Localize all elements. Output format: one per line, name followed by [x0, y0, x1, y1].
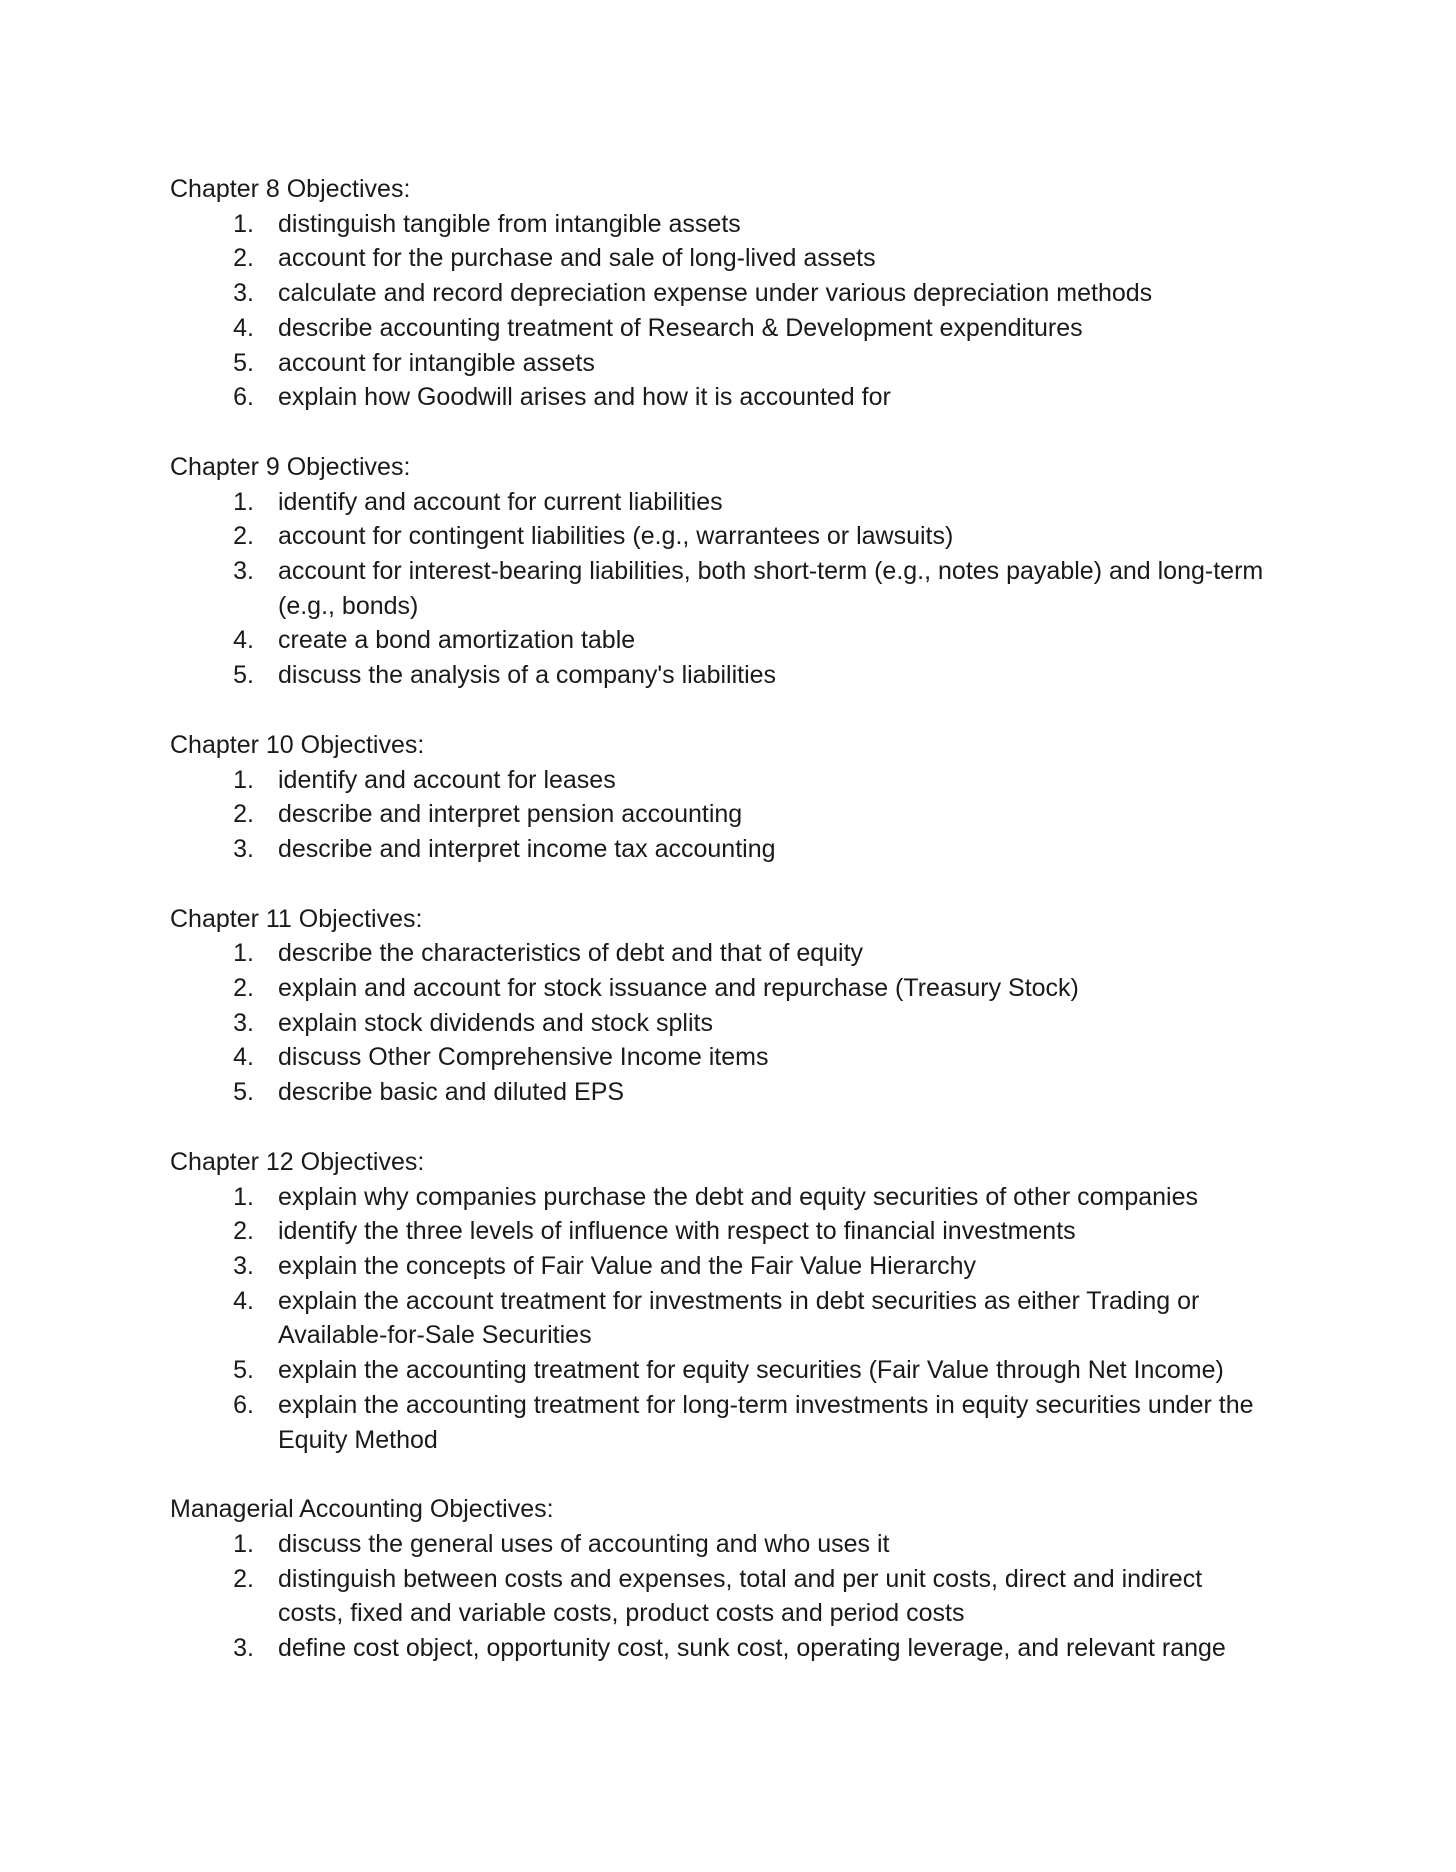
objective-number: 2.: [233, 974, 254, 1003]
objective-text: calculate and record depreciation expense under various depreciation methods: [278, 279, 1153, 308]
objective-item: [170, 380, 1270, 415]
objective-item: [170, 1180, 1270, 1215]
managerial-accounting-section: [170, 1492, 1270, 1666]
objective-number: 4.: [233, 1286, 254, 1315]
objective-list: [170, 936, 1270, 1110]
objective-item: [170, 207, 1270, 242]
objective-text: explain stock dividends and stock splits: [278, 1008, 713, 1037]
objective-item: [170, 1006, 1270, 1041]
chapter-9-section: [170, 450, 1270, 693]
objective-number: 1.: [233, 1182, 254, 1211]
objective-text: account for contingent liabilities (e.g., warrantees or lawsuits): [278, 522, 954, 551]
objective-number: 5.: [233, 1356, 254, 1385]
document-page: [170, 172, 1270, 1701]
objective-item: [170, 1284, 1270, 1353]
objective-text: explain the accounting treatment for equity securities (Fair Value through Net Income): [278, 1356, 1224, 1385]
objective-item: [170, 554, 1270, 623]
objective-list: [170, 1180, 1270, 1458]
objective-item: [170, 346, 1270, 381]
objective-list: [170, 763, 1270, 867]
objective-number: 1.: [233, 487, 254, 516]
objective-text: identify the three levels of influence with respect to financial investments: [278, 1217, 1076, 1246]
objective-number: 3.: [233, 279, 254, 308]
objective-text: explain the concepts of Fair Value and the Fair Value Hierarchy: [278, 1251, 977, 1280]
objective-list: [170, 485, 1270, 693]
objective-text: distinguish tangible from intangible assets: [278, 209, 741, 238]
objective-text: explain the account treatment for investments in debt securities as either Trading or Available-for-Sale Securities: [278, 1286, 1200, 1350]
objective-number: 3.: [233, 834, 254, 863]
objective-text: identify and account for current liabilities: [278, 487, 723, 516]
objective-text: account for interest-bearing liabilities, both short-term (e.g., notes payable) and long-term (e.g., bonds): [278, 557, 1264, 620]
objective-number: 3.: [233, 1634, 254, 1663]
objective-item: [170, 1562, 1270, 1631]
objective-number: 3.: [233, 1008, 254, 1037]
objective-number: 2.: [233, 1217, 254, 1246]
objective-item: [170, 971, 1270, 1006]
objective-item: [170, 797, 1270, 832]
objective-text: account for intangible assets: [278, 348, 595, 377]
objective-number: 2.: [233, 522, 254, 551]
objective-list: [170, 1527, 1270, 1666]
objective-text: distinguish between costs and expenses, total and per unit costs, direct and indirect costs, fixed and variable costs, product costs and period costs: [278, 1564, 1203, 1628]
objective-text: describe the characteristics of debt and that of equity: [278, 939, 864, 968]
objective-item: [170, 1040, 1270, 1075]
objective-item: [170, 1631, 1270, 1666]
objective-text: discuss the general uses of accounting and who uses it: [278, 1529, 890, 1558]
objective-number: 2.: [233, 244, 254, 273]
objective-item: [170, 519, 1270, 554]
objective-number: 6.: [233, 1390, 254, 1419]
objective-text: define cost object, opportunity cost, sunk cost, operating leverage, and relevant range: [278, 1634, 1226, 1663]
objective-text: identify and account for leases: [278, 765, 616, 794]
objective-item: [170, 1353, 1270, 1388]
objective-text: describe basic and diluted EPS: [278, 1078, 625, 1107]
chapter-11-section: [170, 902, 1270, 1110]
objective-item: [170, 1388, 1270, 1457]
objective-number: 3.: [233, 1251, 254, 1280]
objective-text: discuss the analysis of a company's liabilities: [278, 661, 777, 690]
section-title: Chapter 10 Objectives:: [170, 730, 425, 759]
objective-text: explain why companies purchase the debt and equity securities of other companies: [278, 1182, 1198, 1211]
section-title: Managerial Accounting Objectives:: [170, 1495, 554, 1524]
objective-item: [170, 658, 1270, 693]
objective-number: 2.: [233, 800, 254, 829]
objective-text: account for the purchase and sale of long-lived assets: [278, 244, 876, 273]
chapter-8-section: [170, 172, 1270, 415]
objective-item: [170, 1527, 1270, 1562]
objective-item: [170, 241, 1270, 276]
objective-item: [170, 311, 1270, 346]
objective-item: [170, 623, 1270, 658]
objective-number: 5.: [233, 348, 254, 377]
objective-number: 1.: [233, 765, 254, 794]
objective-number: 6.: [233, 383, 254, 412]
section-title: Chapter 9 Objectives:: [170, 452, 411, 481]
objective-item: [170, 936, 1270, 971]
objective-number: 1.: [233, 1529, 254, 1558]
objective-item: [170, 276, 1270, 311]
objective-number: 5.: [233, 661, 254, 690]
objective-list: [170, 207, 1270, 415]
objective-text: describe accounting treatment of Research & Development expenditures: [278, 313, 1083, 342]
objective-number: 4.: [233, 313, 254, 342]
section-title: Chapter 11 Objectives:: [170, 904, 423, 933]
objective-text: describe and interpret pension accounting: [278, 800, 743, 829]
chapter-10-section: [170, 728, 1270, 867]
objective-text: explain how Goodwill arises and how it is accounted for: [278, 383, 891, 412]
objective-number: 1.: [233, 939, 254, 968]
objective-number: 4.: [233, 626, 254, 655]
objective-number: 3.: [233, 557, 254, 586]
objective-item: [170, 1249, 1270, 1284]
objective-number: 1.: [233, 209, 254, 238]
objective-number: 4.: [233, 1043, 254, 1072]
objective-number: 5.: [233, 1078, 254, 1107]
objective-item: [170, 1214, 1270, 1249]
objective-text: explain the accounting treatment for long-term investments in equity securities under the Equity Method: [278, 1390, 1254, 1454]
section-title: Chapter 8 Objectives:: [170, 175, 411, 203]
objective-item: [170, 763, 1270, 798]
objective-item: [170, 485, 1270, 520]
objective-item: [170, 1075, 1270, 1110]
objective-text: explain and account for stock issuance and repurchase (Treasury Stock): [278, 974, 1079, 1003]
objective-text: discuss Other Comprehensive Income items: [278, 1043, 769, 1072]
objective-text: describe and interpret income tax accounting: [278, 834, 776, 863]
objective-item: [170, 832, 1270, 867]
section-title: Chapter 12 Objectives:: [170, 1147, 425, 1176]
objective-number: 2.: [233, 1564, 254, 1593]
objective-text: create a bond amortization table: [278, 626, 636, 655]
chapter-12-section: [170, 1145, 1270, 1457]
